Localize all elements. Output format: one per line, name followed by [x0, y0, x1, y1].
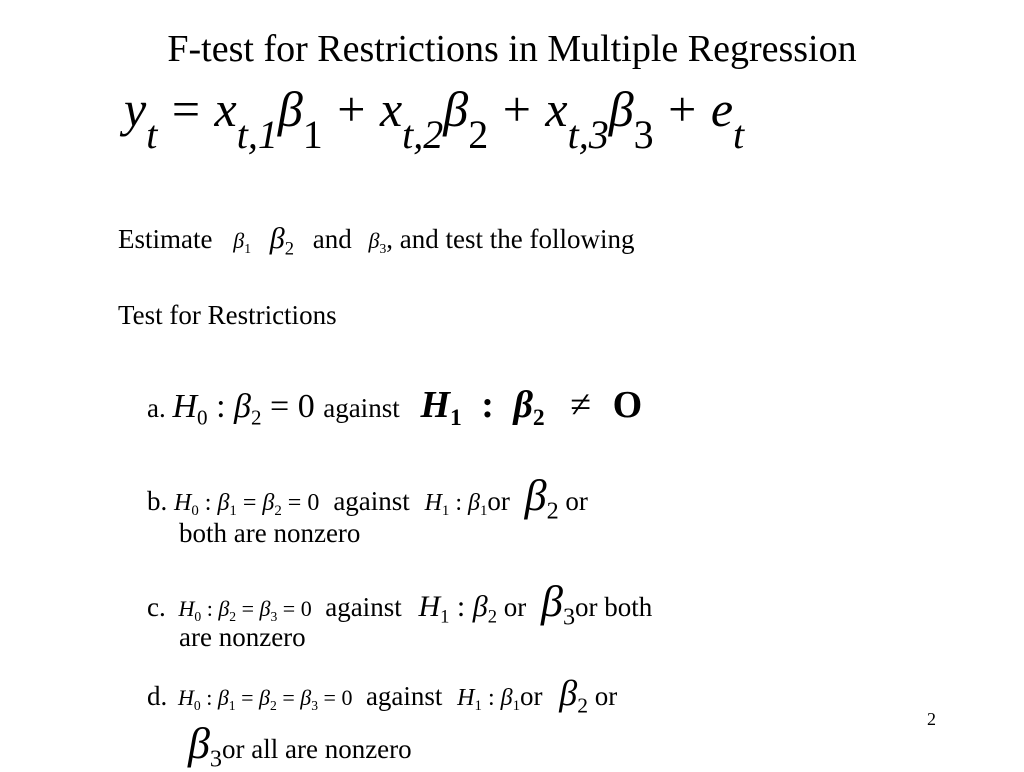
item-a-label: a. — [147, 393, 166, 423]
section-heading: Test for Restrictions — [118, 300, 337, 330]
regression-equation: $y_t = x_{t,1}\beta_1 + x_{t,2}\beta_2 + x_{t,3}\beta_3 + e_t$ — [124, 81, 745, 157]
estimate-rest: , and test the following — [386, 224, 635, 254]
item-c-continuation: are nonzero — [179, 622, 306, 652]
estimate-line — [118, 222, 635, 260]
item-d-label: d. — [147, 681, 168, 711]
beta-1: $\beta_1$ — [233, 228, 252, 256]
item-a-against: against — [323, 393, 400, 423]
item-d-alternative: $H_1$ : $\beta_1$ — [457, 685, 521, 715]
page-number: 2 — [927, 709, 936, 729]
item-d-against: against — [365, 681, 443, 711]
beta-2: $\beta_2$ — [269, 222, 295, 260]
item-a-alternative: $H_1$ : $\beta_2 \ne O$ — [420, 384, 643, 432]
item-c-null: $H_0$ : $\beta_2 = \beta_3 = 0$ — [178, 596, 312, 624]
item-c-label: c. — [147, 592, 166, 622]
slide-title: F-test for Restrictions in Multiple Regression — [167, 28, 857, 70]
item-a-null: $H_0$ : $\beta_2 = 0$ — [172, 388, 315, 430]
item-c-beta-3: $\beta_3$ — [541, 577, 576, 631]
item-d-null: $H_0$ : $\beta_1 = \beta_2 = \beta_3 = 0$ — [178, 685, 353, 713]
item-b-alternative: $H_1$ : $\beta_1$ — [424, 490, 488, 520]
item-d: d. $H_0$ : $\beta_1 = \beta_2 = \beta_3 = 0$ against $H_1$ : $\beta_1or$ $\beta_2$ or — [147, 673, 618, 718]
item-d-beta-3: $\beta_3$ — [188, 719, 223, 772]
item-d-beta-2: $\beta_2$ — [559, 673, 588, 718]
estimate-and: and — [312, 224, 352, 254]
item-b-against: against — [333, 486, 410, 516]
item-b-null: $H_0$ : $\beta_1 = \beta_2 = 0$ — [174, 490, 320, 520]
item-b-beta-2: $\beta_2$ — [524, 471, 559, 525]
item-c-alternative: $H_1$ : $\beta_2$ — [418, 590, 498, 628]
item-c: c. $H_0$ : $\beta_2 = \beta_3 = 0$ against $H_1$ : $\beta_2$ or $\beta_3or$ both — [147, 577, 653, 631]
item-c-against: against — [325, 592, 402, 622]
beta-3: $\beta_3$ — [368, 228, 387, 256]
item-b: b. $H_0$ : $\beta_1 = \beta_2 = 0$ against $H_1$ : $\beta_1or$ $\beta_2$ or — [147, 471, 588, 525]
item-a — [147, 384, 643, 432]
item-b-continuation: both are nonzero — [179, 518, 361, 548]
estimate-label: Estimate — [118, 224, 213, 254]
item-d-continuation: $\beta_3or$ all are nonzero — [188, 719, 412, 772]
item-b-label: b. — [147, 486, 168, 516]
